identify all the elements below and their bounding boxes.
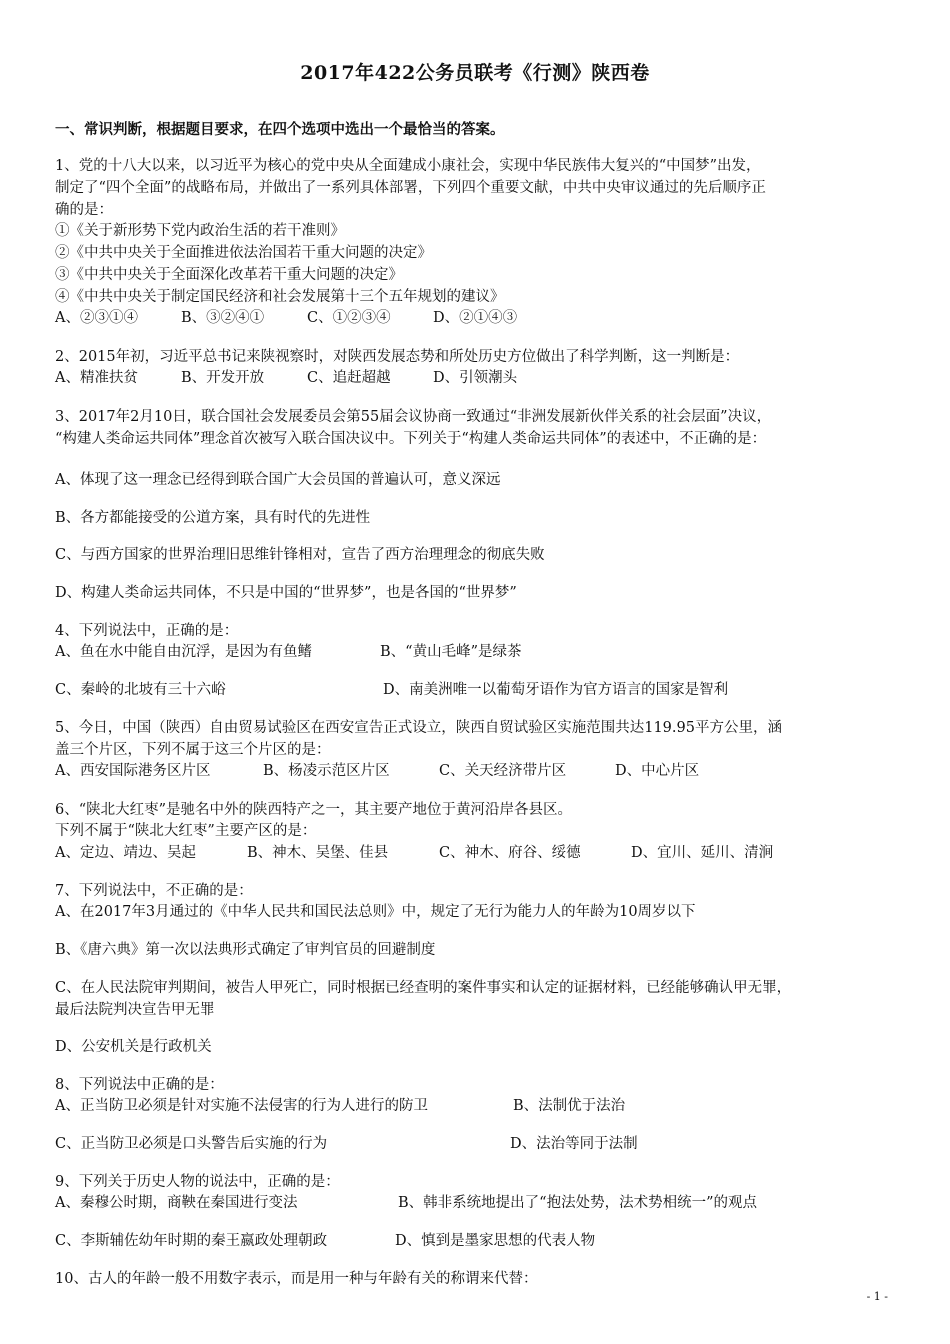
question-6-options xyxy=(55,844,773,862)
question-2-line1: 2、2015年初，习近平总书记来陕视察时，对陕西发展态势和所处历史方位做出了科学判断，这一判断是： xyxy=(55,349,740,365)
question-5-options xyxy=(55,762,699,780)
question-9-options-row2 xyxy=(55,1232,595,1250)
option-b: B、韩非系统地提出了“抱法处势，法术势相统一”的观点 xyxy=(398,1195,757,1211)
option-c: C、①②③④ xyxy=(307,310,391,326)
option-d: D、中心片区 xyxy=(615,763,700,779)
question-5-line1: 5、今日，中国（陕西）自由贸易试验区在西安宣告正式设立，陕西自贸试验区实施范围共达119.95平方公里，涵 xyxy=(55,720,782,736)
question-1-item: ①《关于新形势下党内政治生活的若干准则》 xyxy=(55,223,345,239)
option-b: B、各方都能接受的公道方案，具有时代的先进性 xyxy=(55,510,371,526)
option-b: B、神木、吴堡、佳县 xyxy=(247,845,389,861)
option-c: C、神木、府谷、绥德 xyxy=(439,845,581,861)
option-d: D、引领潮头 xyxy=(433,370,518,386)
question-1-line3: 确的是： xyxy=(55,202,113,218)
option-d: D、宜川、延川、清涧 xyxy=(631,845,774,861)
option-b: B、③②④① xyxy=(181,310,265,326)
option-d: D、公安机关是行政机关 xyxy=(55,1039,212,1055)
option-d: D、慎到是墨家思想的代表人物 xyxy=(395,1233,596,1249)
option-d: D、法治等同于法制 xyxy=(510,1136,638,1152)
option-a: A、②③①④ xyxy=(55,310,138,326)
question-7-line1: 7、下列说法中，不正确的是： xyxy=(55,883,253,899)
question-8-line1: 8、下列说法中正确的是： xyxy=(55,1077,224,1093)
question-2-options xyxy=(55,369,517,387)
question-1-line2: 制定了“四个全面”的战略布局，并做出了一系列具体部署，下列四个重要文献，中共中央审议通过的先后顺序正 xyxy=(55,180,766,196)
page-title: 2017年422公务员联考《行测》陕西卷 xyxy=(300,62,650,84)
question-4-line1: 4、下列说法中，正确的是： xyxy=(55,623,239,639)
question-8-options-row2 xyxy=(55,1135,638,1153)
option-b: B、《唐六典》第一次以法典形式确定了审判官员的回避制度 xyxy=(55,942,436,958)
question-6-line1: 6、“陕北大红枣”是驰名中外的陕西特产之一，其主要产地位于黄河沿岸各县区。 xyxy=(55,802,573,818)
question-5-line2: 盖三个片区，下列不属于这三个片区的是： xyxy=(55,742,331,758)
section-heading: 一、常识判断，根据题目要求，在四个选项中选出一个最恰当的答案。 xyxy=(55,121,505,138)
option-c: C、李斯辅佐幼年时期的秦王嬴政处理朝政 xyxy=(55,1233,328,1249)
option-d: D、南美洲唯一以葡萄牙语作为官方语言的国家是智利 xyxy=(383,682,729,698)
option-b: B、法制优于法治 xyxy=(513,1098,626,1114)
option-a: A、体现了这一理念已经得到联合国广大会员国的普遍认可，意义深远 xyxy=(55,472,501,488)
option-c: C、追赶超越 xyxy=(307,370,391,386)
question-3-line1: 3、2017年2月10日，联合国社会发展委员会第55届会议协商一致通过“非洲发展新伙伴关系的社会层面”决议， xyxy=(55,409,772,425)
question-9-line1: 9、下列关于历史人物的说法中，正确的是： xyxy=(55,1174,340,1190)
option-c: C、正当防卫必须是口头警告后实施的行为 xyxy=(55,1136,328,1152)
option-c-continued: 最后法院判决宣告甲无罪 xyxy=(55,1002,215,1018)
option-a: A、精准扶贫 xyxy=(55,370,138,386)
question-1-options xyxy=(55,309,517,327)
option-a: A、秦穆公时期，商鞅在秦国进行变法 xyxy=(55,1195,298,1211)
question-4-options-row2 xyxy=(55,681,728,699)
question-4-options-row1 xyxy=(55,643,521,661)
option-c: C、与西方国家的世界治理旧思维针锋相对，宣告了西方治理理念的彻底失败 xyxy=(55,547,545,563)
question-1-line1: 1、党的十八大以来，以习近平为核心的党中央从全面建成小康社会，实现中华民族伟大复兴的“中国梦”出发， xyxy=(55,158,761,174)
option-b: B、杨凌示范区片区 xyxy=(263,763,390,779)
question-9-options-row1 xyxy=(55,1194,757,1212)
option-d: D、构建人类命运共同体，不只是中国的“世界梦”，也是各国的“世界梦” xyxy=(55,585,517,601)
question-1-item: ③《中共中央关于全面深化改革若干重大问题的决定》 xyxy=(55,267,403,283)
question-6-line2: 下列不属于“陕北大红枣”主要产区的是： xyxy=(55,823,317,839)
option-b: B、开发开放 xyxy=(181,370,265,386)
option-a: A、在2017年3月通过的《中华人民共和国民法总则》中，规定了无行为能力人的年龄为10周岁以下 xyxy=(55,904,696,920)
option-a: A、定边、靖边、吴起 xyxy=(55,845,196,861)
option-c: C、秦岭的北坡有三十六峪 xyxy=(55,682,226,698)
option-d: D、②①④③ xyxy=(433,310,518,326)
question-1-item: ④《中共中央关于制定国民经济和社会发展第十三个五年规划的建议》 xyxy=(55,289,505,305)
question-3-line2: “构建人类命运共同体”理念首次被写入联合国决议中。下列关于“构建人类命运共同体”的表述中，不正确的是： xyxy=(55,431,767,447)
page-number: - 1 - xyxy=(866,1290,888,1303)
option-a: A、西安国际港务区片区 xyxy=(55,763,211,779)
option-a: A、鱼在水中能自由沉浮，是因为有鱼鳍 xyxy=(55,644,312,660)
question-8-options-row1 xyxy=(55,1097,625,1115)
option-a: A、正当防卫必须是针对实施不法侵害的行为人进行的防卫 xyxy=(55,1098,428,1114)
question-10-line1: 10、古人的年龄一般不用数字表示，而是用一种与年龄有关的称谓来代替： xyxy=(55,1271,538,1287)
option-c: C、在人民法院审判期间，被告人甲死亡，同时根据已经查明的案件事实和认定的证据材料，已经能够确认甲无罪， xyxy=(55,980,792,996)
option-b: B、“黄山毛峰”是绿茶 xyxy=(380,644,522,660)
question-1-item: ②《中共中央关于全面推进依法治国若干重大问题的决定》 xyxy=(55,245,432,261)
option-c: C、关天经济带片区 xyxy=(439,763,567,779)
